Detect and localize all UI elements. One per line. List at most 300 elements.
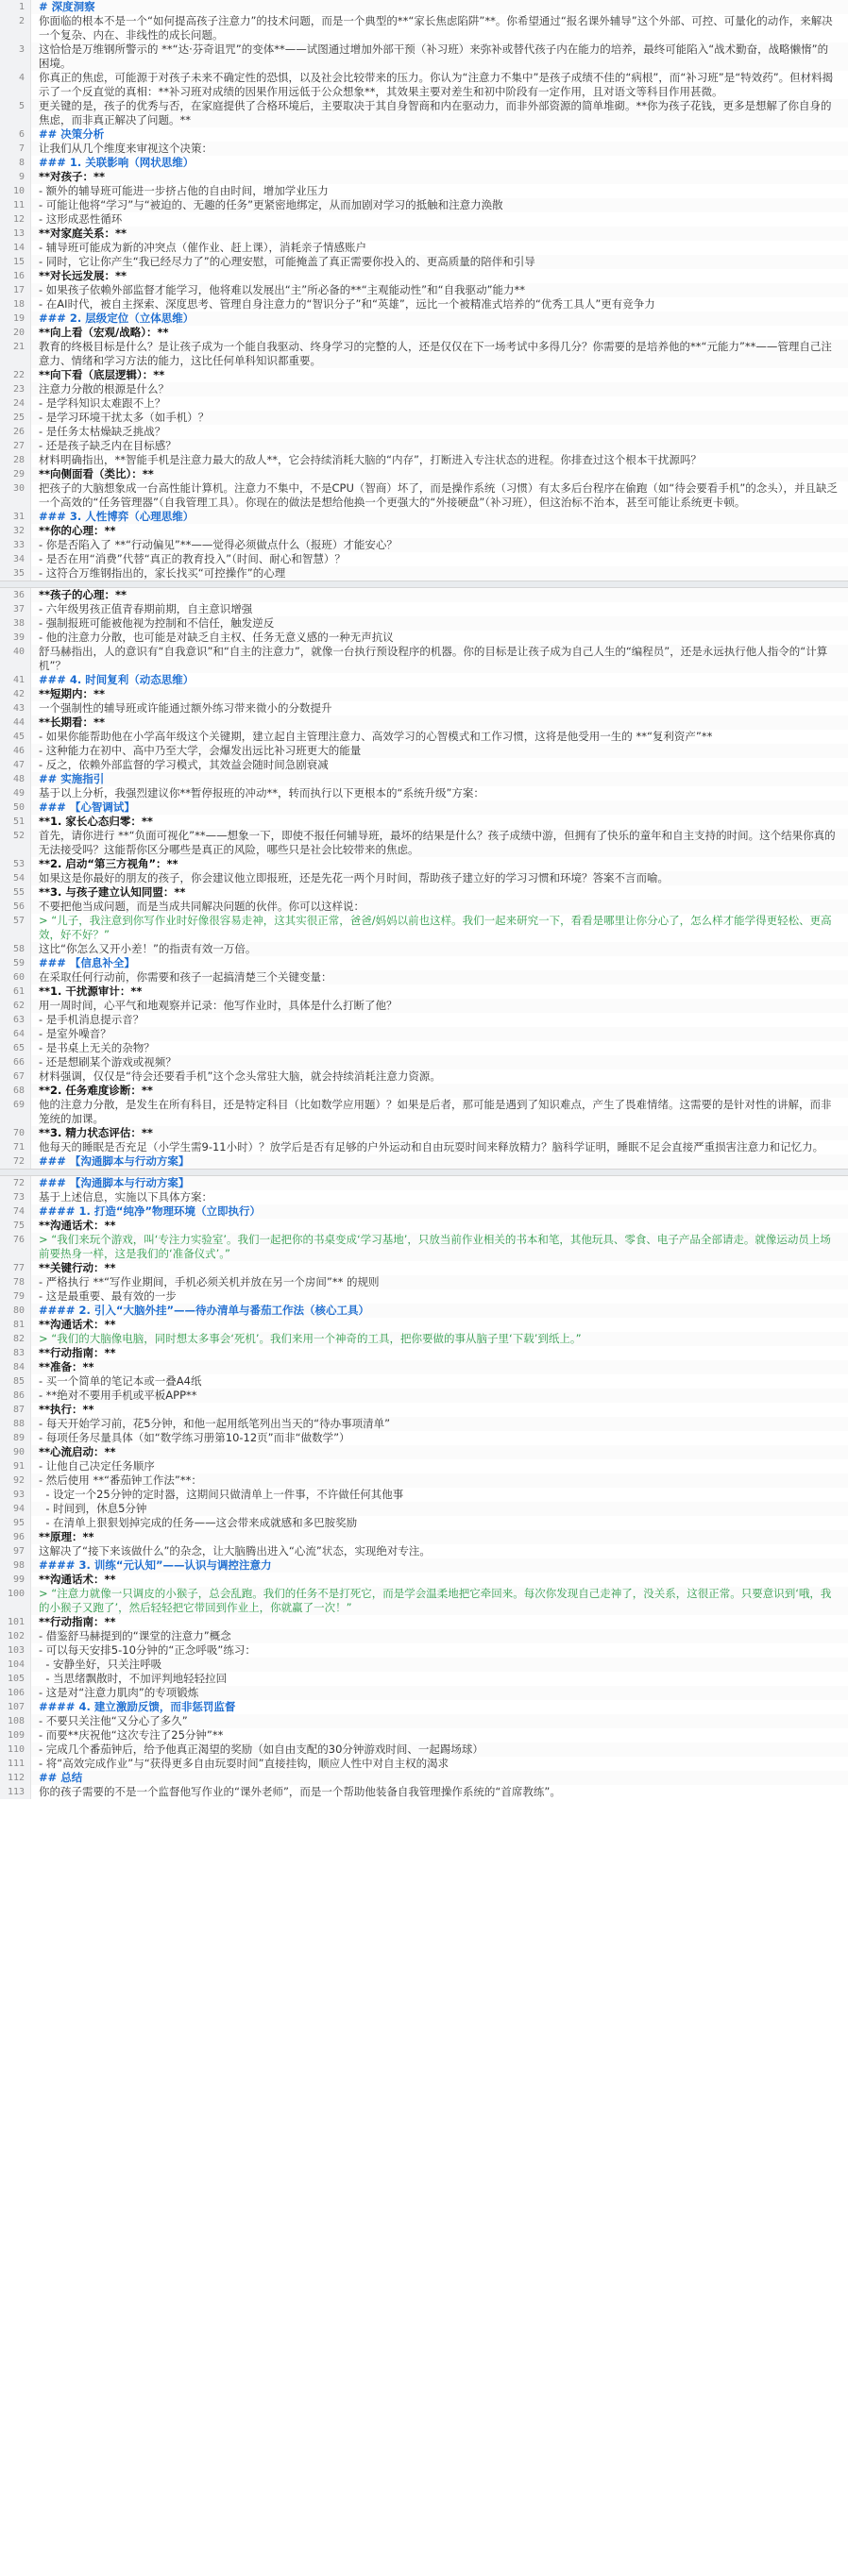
line-number: 61 <box>0 985 31 999</box>
line-text[interactable]: 不要把他当成问题，而是当成共同解决问题的伙伴。你可以这样说： <box>39 900 365 913</box>
editor-line[interactable] <box>0 1573 848 1587</box>
line-text[interactable]: **行动指南：** <box>39 1615 116 1628</box>
line-text[interactable]: **心流启动：** <box>39 1445 116 1458</box>
line-text[interactable]: **沟通话术：** <box>39 1318 116 1331</box>
editor-line[interactable] <box>0 857 848 871</box>
line-number: 101 <box>0 1615 31 1629</box>
line-text[interactable]: - 每项任务尽量具体（如“数学练习册第10-12页”而非“做数学”） <box>39 1431 350 1444</box>
line-text[interactable]: - 同时，它让你产生“我已经尽力了”的心理安慰，可能掩盖了真正需要你投入的、更高质量的陪伴和引导 <box>39 255 535 268</box>
editor-line[interactable] <box>0 1771 848 1785</box>
line-text[interactable]: - 是学科知识太难跟不上？ <box>39 396 166 410</box>
editor-line[interactable] <box>0 730 848 744</box>
line-text[interactable]: - **绝对不要用手机或平板APP** <box>39 1389 197 1402</box>
editor-line[interactable] <box>0 467 848 481</box>
line-text[interactable]: ### 4. 时间复利（动态思维） <box>39 673 195 686</box>
line-text[interactable]: ## 实施指引 <box>39 772 105 785</box>
line-number: 15 <box>0 255 31 269</box>
line-text[interactable]: 在采取任何行动前，你需要和孩子一起搞清楚三个关键变量： <box>39 970 332 984</box>
line-text[interactable]: - 他的注意力分散，也可能是对缺乏自主权、任务无意义感的一种无声抗议 <box>39 631 394 644</box>
line-text[interactable]: - 每天开始学习前，花5分钟，和他一起用纸笔列出当天的“待办事项清单” <box>39 1417 391 1430</box>
line-number: 32 <box>0 524 31 538</box>
editor-line[interactable] <box>0 552 848 566</box>
editor-line[interactable] <box>0 985 848 999</box>
editor-line[interactable] <box>0 411 848 425</box>
line-number: 59 <box>0 956 31 970</box>
line-number: 75 <box>0 1219 31 1233</box>
line-text[interactable]: **2. 任务难度诊断：** <box>39 1084 153 1097</box>
line-text[interactable]: #### 1. 打造“纯净”物理环境（立即执行） <box>39 1204 262 1218</box>
line-number: 88 <box>0 1417 31 1431</box>
editor-line[interactable] <box>0 538 848 552</box>
editor-line[interactable] <box>0 602 848 616</box>
line-text[interactable]: 用一周时间，心平气和地观察并记录：他写作业时，具体是什么打断了他？ <box>39 999 398 1012</box>
line-text[interactable]: - 辅导班可能成为新的冲突点（催作业、赶上课），消耗亲子情感账户 <box>39 241 367 254</box>
editor-line[interactable] <box>0 900 848 914</box>
editor-line[interactable] <box>0 1473 848 1488</box>
editor-line[interactable] <box>0 198 848 212</box>
editor-line[interactable] <box>0 1743 848 1757</box>
line-number: 68 <box>0 1084 31 1098</box>
editor-line[interactable] <box>0 42 848 71</box>
editor-line[interactable] <box>0 942 848 956</box>
editor-line[interactable] <box>0 914 848 942</box>
line-text[interactable]: 注意力分散的根源是什么？ <box>39 382 169 396</box>
editor-line[interactable] <box>0 1417 848 1431</box>
editor-line[interactable] <box>0 829 848 857</box>
editor-line[interactable] <box>0 127 848 142</box>
editor-line[interactable] <box>0 1204 848 1219</box>
line-text[interactable]: **你的心理：** <box>39 524 116 537</box>
editor-line[interactable] <box>0 170 848 184</box>
line-number: 73 <box>0 1190 31 1204</box>
line-text[interactable]: 材料强调，仅仅是“待会还要看手机”这个念头常驻大脑，就会持续消耗注意力资源。 <box>39 1069 441 1083</box>
line-number: 55 <box>0 885 31 900</box>
editor-line[interactable] <box>0 453 848 467</box>
line-text[interactable]: - 买一个简单的笔记本或一叠A4纸 <box>39 1374 202 1388</box>
editor-line[interactable] <box>0 1459 848 1473</box>
editor-line[interactable] <box>0 1643 848 1658</box>
editor-line[interactable] <box>0 970 848 985</box>
editor-line[interactable] <box>0 588 848 602</box>
line-number: 89 <box>0 1431 31 1445</box>
line-number: 113 <box>0 1785 31 1799</box>
line-text[interactable]: 基于以上分析，我强烈建议你**暂停报班的冲动**，转而执行以下更根本的“系统升级”方案： <box>39 786 484 800</box>
editor-line[interactable] <box>0 871 848 885</box>
line-number: 96 <box>0 1530 31 1544</box>
line-number: 29 <box>0 467 31 481</box>
editor-line[interactable] <box>0 524 848 538</box>
editor-line[interactable] <box>0 1318 848 1332</box>
line-text[interactable]: > “我们来玩个游戏，叫‘专注力实验室’。我们一起把你的书桌变成‘学习基地’，只放当前作业相关的书本和笔，其他玩具、零食、电子产品全部请走。就像运动员上场前要热身一样，这是我们的‘准备仪式’。” <box>39 1233 831 1260</box>
line-text[interactable]: **关键行动：** <box>39 1261 116 1274</box>
editor-line[interactable] <box>0 14 848 42</box>
line-text[interactable]: **向下看（底层逻辑）：** <box>39 368 165 381</box>
line-number: 35 <box>0 566 31 581</box>
line-number: 50 <box>0 800 31 815</box>
editor-line[interactable] <box>0 1140 848 1154</box>
line-text[interactable]: 基于上述信息，实施以下具体方案： <box>39 1190 212 1204</box>
editor-line[interactable] <box>0 1360 848 1374</box>
line-text[interactable]: **1. 干扰源审计：** <box>39 985 143 998</box>
line-number: 103 <box>0 1643 31 1658</box>
line-number: 22 <box>0 368 31 382</box>
editor-line[interactable] <box>0 1502 848 1516</box>
line-text[interactable]: - 是书桌上无关的杂物？ <box>39 1041 155 1054</box>
editor-line[interactable] <box>0 1041 848 1055</box>
line-text[interactable]: ### 2. 层级定位（立体思维） <box>39 311 195 325</box>
line-number: 78 <box>0 1275 31 1289</box>
line-text[interactable]: - 反之，依赖外部监督的学习模式，其效益会随时间急剧衰减 <box>39 758 329 771</box>
line-text[interactable]: - 还是孩子缺乏内在目标感？ <box>39 439 177 452</box>
editor-line[interactable] <box>0 283 848 297</box>
editor-line[interactable] <box>0 241 848 255</box>
editor-line[interactable] <box>0 758 848 772</box>
line-text[interactable]: - 而要**庆祝他“这次专注了25分钟”** <box>39 1728 224 1742</box>
line-number: 95 <box>0 1516 31 1530</box>
line-number: 83 <box>0 1346 31 1360</box>
editor-line[interactable] <box>0 772 848 786</box>
line-text[interactable]: **对孩子：** <box>39 170 106 183</box>
line-text[interactable]: 让我们从几个维度来审视这个决策： <box>39 142 212 155</box>
line-number: 97 <box>0 1544 31 1558</box>
line-text[interactable]: 这解决了“接下来该做什么”的杂念，让大脑腾出进入“心流”状态，实现绝对专注。 <box>39 1544 431 1557</box>
line-number: 7 <box>0 142 31 156</box>
line-text[interactable]: - 这是对“注意力肌肉”的专项锻炼 <box>39 1686 199 1699</box>
editor-line[interactable] <box>0 99 848 127</box>
line-text[interactable]: **沟通话术：** <box>39 1219 116 1232</box>
line-number: 51 <box>0 815 31 829</box>
line-text[interactable]: 你的孩子需要的不是一个监督他写作业的“课外老师”，而是一个帮助他装备自我管理操作系统的“首席教练”。 <box>39 1785 561 1798</box>
line-text[interactable]: > “注意力就像一只调皮的小猴子，总会乱跑。我们的任务不是打死它，而是学会温柔地把它牵回来。每次你发现自己走神了，没关系，这很正常。只要意识到‘哦，我的小猴子又跑了’，然后轻轻把它带回到作业上，你就赢了一次！” <box>39 1587 832 1614</box>
editor-line[interactable] <box>0 1658 848 1672</box>
line-text[interactable]: 更关键的是，孩子的优秀与否，在家庭提供了合格环境后，主要取决于其自身智商和内在驱动力，而非外部资源的简单堆砌。**你为孩子花钱，更多是想解了你自身的焦虑，而非真正解决了问题。** <box>39 99 832 126</box>
editor-line[interactable] <box>0 142 848 156</box>
editor-line[interactable] <box>0 510 848 524</box>
line-number: 24 <box>0 396 31 411</box>
screenshot-separator <box>0 1169 848 1176</box>
editor-line[interactable] <box>0 71 848 99</box>
line-text[interactable]: # 深度洞察 <box>39 0 95 13</box>
line-number: 85 <box>0 1374 31 1389</box>
editor-line[interactable] <box>0 1488 848 1502</box>
editor-line[interactable] <box>0 340 848 368</box>
editor-line[interactable] <box>0 1126 848 1140</box>
line-text[interactable]: - 安静坐好，只关注呼吸 <box>39 1658 162 1671</box>
line-text[interactable]: **原理：** <box>39 1530 94 1543</box>
line-text[interactable]: 你面临的根本不是一个“如何提高孩子注意力”的技术问题，而是一个典型的**“家长焦虑陷阱”**。你希望通过“报名课外辅导”这个外部、可控、可量化的动作，来解决一个复杂、内在、非线性的成长问题。 <box>39 14 833 42</box>
line-number: 48 <box>0 772 31 786</box>
editor-line[interactable] <box>0 297 848 311</box>
editor-line[interactable] <box>0 616 848 631</box>
line-text[interactable]: 这恰恰是万维钢所警示的 **“达·芬奇诅咒”的变体**——试图通过增加外部干预（补习班）来弥补或替代孩子内在能力的培养，最终可能陷入“战术勤奋，战略懒惰”的困境。 <box>39 42 829 70</box>
line-text[interactable]: - 时间到，休息5分钟 <box>39 1502 147 1515</box>
line-text[interactable]: - 这种能力在初中、高中乃至大学，会爆发出远比补习班更大的能量 <box>39 744 362 757</box>
line-text[interactable]: - 可以每天安排5-10分钟的“正念呼吸”练习： <box>39 1643 256 1657</box>
editor-line[interactable] <box>0 687 848 701</box>
line-number: 82 <box>0 1332 31 1346</box>
line-number: 80 <box>0 1304 31 1318</box>
line-number: 37 <box>0 602 31 616</box>
editor-line[interactable] <box>0 1403 848 1417</box>
line-text[interactable]: ### 【信息补全】 <box>39 956 135 969</box>
editor-line[interactable] <box>0 800 848 815</box>
line-text[interactable]: - 设定一个25分钟的定时器，这期间只做清单上一件事，不许做任何其他事 <box>39 1488 404 1501</box>
editor-line[interactable] <box>0 1275 848 1289</box>
editor-line[interactable] <box>0 1374 848 1389</box>
line-text[interactable]: #### 3. 训练“元认知”——认识与调控注意力 <box>39 1558 272 1572</box>
line-text[interactable]: **1. 家长心态归零：** <box>39 815 153 828</box>
line-text[interactable]: - 借鉴舒马赫提到的“课堂的注意力”概念 <box>39 1629 231 1642</box>
line-text[interactable]: **对长远发展：** <box>39 269 127 282</box>
line-text[interactable]: **长期看：** <box>39 716 106 729</box>
editor-line[interactable] <box>0 368 848 382</box>
line-text[interactable]: - 还是想刷某个游戏或视频？ <box>39 1055 177 1069</box>
editor-line[interactable] <box>0 227 848 241</box>
line-number: 36 <box>0 588 31 602</box>
line-text[interactable]: 你真正的焦虑，可能源于对孩子未来不确定性的恐惧，以及社会比较带来的压力。你认为“注意力不集中”是孩子成绩不佳的“病根”，而“补习班”是“特效药”。但材料揭示了一个反直觉的真相：**补习班对成绩的因果作用远低于公众想象**，其效果主要对差生和初中阶段有一定作用，且对语文等科目作用甚微。 <box>39 71 834 98</box>
editor-line[interactable] <box>0 716 848 730</box>
line-number: 30 <box>0 481 31 510</box>
line-text[interactable]: 一个强制性的辅导班或许能通过额外练习带来微小的分数提升 <box>39 701 332 715</box>
line-text[interactable]: > “我们的大脑像电脑，同时想太多事会‘死机’。我们来用一个神奇的工具，把你要做的事从脑子里‘下载’到纸上。” <box>39 1332 582 1345</box>
editor-line[interactable] <box>0 1233 848 1261</box>
line-text[interactable]: - 六年级男孩正值青春期前期，自主意识增强 <box>39 602 253 615</box>
editor-line[interactable] <box>0 1516 848 1530</box>
editor-line[interactable] <box>0 326 848 340</box>
line-number: 60 <box>0 970 31 985</box>
line-text[interactable]: **对家庭关系：** <box>39 227 127 240</box>
line-number: 63 <box>0 1013 31 1027</box>
line-number: 17 <box>0 283 31 297</box>
line-number: 16 <box>0 269 31 283</box>
line-number: 70 <box>0 1126 31 1140</box>
line-number: 31 <box>0 510 31 524</box>
line-text[interactable]: - 完成几个番茄钟后，给予他真正渴望的奖励（如自由支配的30分钟游戏时间、一起踢场球） <box>39 1743 483 1756</box>
editor-line[interactable] <box>0 1176 848 1190</box>
editor-line[interactable] <box>0 1431 848 1445</box>
line-text[interactable]: - 不要只关注他“又分心了多久” <box>39 1714 188 1727</box>
editor-line[interactable] <box>0 1615 848 1629</box>
editor-line[interactable] <box>0 1445 848 1459</box>
line-number: 34 <box>0 552 31 566</box>
line-text[interactable]: **3. 与孩子建立认知同盟：** <box>39 885 186 899</box>
editor-line[interactable] <box>0 1346 848 1360</box>
line-number: 92 <box>0 1473 31 1488</box>
editor-line[interactable] <box>0 212 848 227</box>
line-text[interactable]: - 如果你能帮助他在小学高年级这个关键期，建立起自主管理注意力、高效学习的心智模式和工作习惯，这将是他受用一生的 **“复利资产”** <box>39 730 713 743</box>
editor-line[interactable] <box>0 1728 848 1743</box>
line-number: 71 <box>0 1140 31 1154</box>
editor-line[interactable] <box>0 631 848 645</box>
line-text[interactable]: ## 决策分析 <box>39 127 105 141</box>
editor-line[interactable] <box>0 1629 848 1643</box>
line-text[interactable]: **行动指南：** <box>39 1346 116 1359</box>
editor-line[interactable] <box>0 566 848 581</box>
line-text[interactable]: **执行：** <box>39 1403 94 1416</box>
line-number: 14 <box>0 241 31 255</box>
line-number: 106 <box>0 1686 31 1700</box>
line-text[interactable]: - 强制报班可能被他视为控制和不信任，触发逆反 <box>39 616 275 630</box>
editor-line[interactable] <box>0 1154 848 1169</box>
editor-line[interactable] <box>0 1700 848 1714</box>
line-number: 45 <box>0 730 31 744</box>
editor-line[interactable] <box>0 1544 848 1558</box>
line-number: 93 <box>0 1488 31 1502</box>
line-text[interactable]: 把孩子的大脑想象成一台高性能计算机。注意力不集中，不是CPU（智商）坏了，而是操作系统（习惯）有太多后台程序在偷跑（如“待会要看手机”的念头），并且缺乏一个高效的“任务管理器”（自我管理工具）。你现在的做法是想给他换一个更强大的“外接硬盘”（补习班），但这治标不治本，甚至可能让系统更卡顿。 <box>39 481 839 509</box>
line-number: 5 <box>0 99 31 127</box>
editor-line[interactable] <box>0 786 848 800</box>
line-text[interactable]: 他每天的睡眠是否充足（小学生需9-11小时）？放学后是否有足够的户外运动和自由玩耍时间来释放精力？脑科学证明，睡眠不足会直接严重损害注意力和记忆力。 <box>39 1140 824 1153</box>
editor-line[interactable] <box>0 1289 848 1304</box>
editor-line[interactable] <box>0 1084 848 1098</box>
line-number: 102 <box>0 1629 31 1643</box>
line-text[interactable]: - 这是最重要、最有效的一步 <box>39 1289 177 1303</box>
line-number: 54 <box>0 871 31 885</box>
line-number: 28 <box>0 453 31 467</box>
editor-line[interactable] <box>0 1714 848 1728</box>
editor-line[interactable] <box>0 673 848 687</box>
line-text[interactable]: 教育的终极目标是什么？是让孩子成为一个能自我驱动、终身学习的完整的人，还是仅仅在下一场考试中多得几分？你需要的是培养他的**“元能力”**——管理自己注意力、情绪和学习方法的能力，这比任何单科知识都重要。 <box>39 340 832 367</box>
editor-line[interactable] <box>0 956 848 970</box>
editor-line[interactable] <box>0 1013 848 1027</box>
line-number: 79 <box>0 1289 31 1304</box>
line-text[interactable]: 舒马赫指出，人的意识有“自我意识”和“自主的注意力”，就像一台执行预设程序的机器。你的目标是让孩子成为自己人生的“编程员”，还是永远执行他人指令的“计算机”？ <box>39 645 828 672</box>
line-text[interactable]: - 在AI时代，被自主探索、深度思考、管理自身注意力的“智识分子”和“英雄”，远比一个被精准式培养的“优秀工具人”更有竞争力 <box>39 297 655 311</box>
editor-line[interactable] <box>0 1672 848 1686</box>
editor-line[interactable] <box>0 1027 848 1041</box>
editor-line[interactable] <box>0 481 848 510</box>
line-text[interactable]: **向上看（宏观/战略）：** <box>39 326 169 339</box>
editor-line[interactable] <box>0 1785 848 1799</box>
editor-line[interactable] <box>0 1389 848 1403</box>
editor-line[interactable] <box>0 1069 848 1084</box>
editor-line[interactable] <box>0 311 848 326</box>
editor-line[interactable] <box>0 1587 848 1615</box>
editor-line[interactable] <box>0 184 848 198</box>
editor-line[interactable] <box>0 815 848 829</box>
line-number: 20 <box>0 326 31 340</box>
editor-line[interactable] <box>0 1304 848 1318</box>
line-text[interactable]: - 然后使用 **“番茄钟工作法”**： <box>39 1473 202 1487</box>
editor-line[interactable] <box>0 1190 848 1204</box>
editor-line[interactable] <box>0 1530 848 1544</box>
line-text[interactable]: - 这符合万维钢指出的，家长找买“可控操作”的心理 <box>39 566 286 580</box>
line-text[interactable]: 首先，请你进行 **“负面可视化”**——想象一下，即使不报任何辅导班，最坏的结果是什么？孩子成绩中游，但拥有了快乐的童年和自主支持的时间。这个结果你真的无法接受吗？这能帮你区分哪些是真正的风险，哪些只是社会比较带来的焦虑。 <box>39 829 836 856</box>
line-text[interactable]: - 在清单上狠狠划掉完成的任务——这会带来成就感和多巴胺奖励 <box>39 1516 358 1529</box>
line-number: 23 <box>0 382 31 396</box>
editor-line[interactable] <box>0 999 848 1013</box>
line-text[interactable]: ### 1. 关联影响（网状思维） <box>39 156 195 169</box>
line-text[interactable]: - 是学习环境干扰太多（如手机）？ <box>39 411 210 424</box>
line-text[interactable]: - 额外的辅导班可能进一步挤占他的自由时间，增加学业压力 <box>39 184 329 197</box>
line-text[interactable]: - 让他自己决定任务顺序 <box>39 1459 155 1473</box>
line-number: 86 <box>0 1389 31 1403</box>
line-number: 77 <box>0 1261 31 1275</box>
line-text[interactable]: ### 【心智调试】 <box>39 800 135 814</box>
editor-line[interactable] <box>0 1055 848 1069</box>
line-text[interactable]: #### 4. 建立激励反馈，而非惩罚监督 <box>39 1700 236 1713</box>
line-text[interactable]: 他的注意力分散，是发生在所有科目，还是特定科目（比如数学应用题）？如果是后者，那可能是遇到了知识难点，产生了畏难情绪。这需要的是针对性的讲解，而非笼统的加课。 <box>39 1098 832 1125</box>
editor-line[interactable] <box>0 439 848 453</box>
line-text[interactable]: **准备：** <box>39 1360 94 1373</box>
line-number: 18 <box>0 297 31 311</box>
line-text[interactable]: ### 【沟通脚本与行动方案】 <box>39 1154 190 1168</box>
editor-line[interactable] <box>0 645 848 673</box>
line-text[interactable]: - 当思绪飘散时，不加评判地轻轻拉回 <box>39 1672 228 1685</box>
editor-line[interactable] <box>0 255 848 269</box>
editor-line[interactable] <box>0 701 848 716</box>
line-number: 110 <box>0 1743 31 1757</box>
editor-line[interactable] <box>0 396 848 411</box>
line-text[interactable]: 材料明确指出，**智能手机是注意力最大的敌人**，它会持续消耗大脑的“内存”，打断进入专注状态的进程。你排查过这个根本干扰源吗？ <box>39 453 702 466</box>
line-text[interactable]: **短期内：** <box>39 687 106 700</box>
line-text[interactable]: **向侧面看（类比）：** <box>39 467 154 480</box>
line-text[interactable]: **孩子的心理：** <box>39 588 127 601</box>
line-text[interactable]: - 是任务太枯燥缺乏挑战？ <box>39 425 166 438</box>
editor-line[interactable] <box>0 1558 848 1573</box>
line-text[interactable]: - 可能让他将“学习”与“被迫的、无趣的任务”更紧密地绑定，从而加剧对学习的抵触和注意力涣散 <box>39 198 503 211</box>
line-number: 84 <box>0 1360 31 1374</box>
line-text[interactable]: ## 总结 <box>39 1771 83 1784</box>
line-text[interactable]: - 是室外噪音？ <box>39 1027 111 1040</box>
line-text[interactable]: **2. 启动“第三方视角”：** <box>39 857 178 870</box>
line-text[interactable]: - 这形成恶性循环 <box>39 212 123 226</box>
editor-line[interactable] <box>0 744 848 758</box>
editor-line[interactable] <box>0 1757 848 1771</box>
line-number: 74 <box>0 1204 31 1219</box>
editor-line[interactable] <box>0 0 848 14</box>
line-text[interactable]: ### 【沟通脚本与行动方案】 <box>39 1176 190 1189</box>
line-text[interactable]: - 如果孩子依赖外部监督才能学习，他将难以发展出“主”所必备的**“主观能动性”和“自我驱动”能力** <box>39 283 526 296</box>
line-text[interactable]: ### 3. 人性博弈（心理思维） <box>39 510 195 523</box>
editor-line[interactable] <box>0 382 848 396</box>
editor-line[interactable] <box>0 156 848 170</box>
line-number: 40 <box>0 645 31 673</box>
line-number: 90 <box>0 1445 31 1459</box>
editor-line[interactable] <box>0 425 848 439</box>
line-number: 47 <box>0 758 31 772</box>
editor-line[interactable] <box>0 1686 848 1700</box>
line-text[interactable]: #### 2. 引入“大脑外挂”——待办清单与番茄工作法（核心工具） <box>39 1304 370 1317</box>
line-text[interactable]: - 是手机消息提示音？ <box>39 1013 144 1026</box>
line-number: 2 <box>0 14 31 42</box>
line-text[interactable]: - 是否在用“消费”代替“真正的教育投入”（时间、耐心和智慧）？ <box>39 552 346 565</box>
editor-line[interactable] <box>0 1098 848 1126</box>
line-number: 42 <box>0 687 31 701</box>
editor-line[interactable] <box>0 269 848 283</box>
line-number: 52 <box>0 829 31 857</box>
editor-line[interactable] <box>0 1332 848 1346</box>
editor-line[interactable] <box>0 885 848 900</box>
line-text[interactable]: 这比“你怎么又开小差！”的指责有效一万倍。 <box>39 942 257 955</box>
line-text[interactable]: - 你是否陷入了 **“行动偏见”**——觉得必须做点什么（报班）才能安心？ <box>39 538 398 551</box>
line-number: 9 <box>0 170 31 184</box>
line-number: 4 <box>0 71 31 99</box>
line-number: 72 <box>0 1176 31 1190</box>
line-number: 65 <box>0 1041 31 1055</box>
line-text[interactable]: - 将“高效完成作业”与“获得更多自由玩耍时间”直接挂钩，顺应人性中对自主权的渴求 <box>39 1757 449 1770</box>
line-number: 11 <box>0 198 31 212</box>
line-text[interactable]: **3. 精力状态评估：** <box>39 1126 153 1139</box>
line-text[interactable]: 如果这是你最好的朋友的孩子，你会建议他立即报班，还是先花一两个月时间，帮助孩子建立好的学习习惯和环境？答案不言而喻。 <box>39 871 669 884</box>
editor-line[interactable] <box>0 1261 848 1275</box>
line-text[interactable]: - 严格执行 **“写作业期间，手机必须关机并放在另一个房间”** 的规则 <box>39 1275 380 1288</box>
line-text[interactable]: **沟通话术：** <box>39 1573 116 1586</box>
editor-line[interactable] <box>0 1219 848 1233</box>
line-number: 108 <box>0 1714 31 1728</box>
line-number: 25 <box>0 411 31 425</box>
line-text[interactable]: > “儿子，我注意到你写作业时好像很容易走神，这其实很正常，爸爸/妈妈以前也这样。我们一起来研究一下，看看是哪里让你分心了，怎么样才能学得更轻松、更高效，好不好？” <box>39 914 832 941</box>
